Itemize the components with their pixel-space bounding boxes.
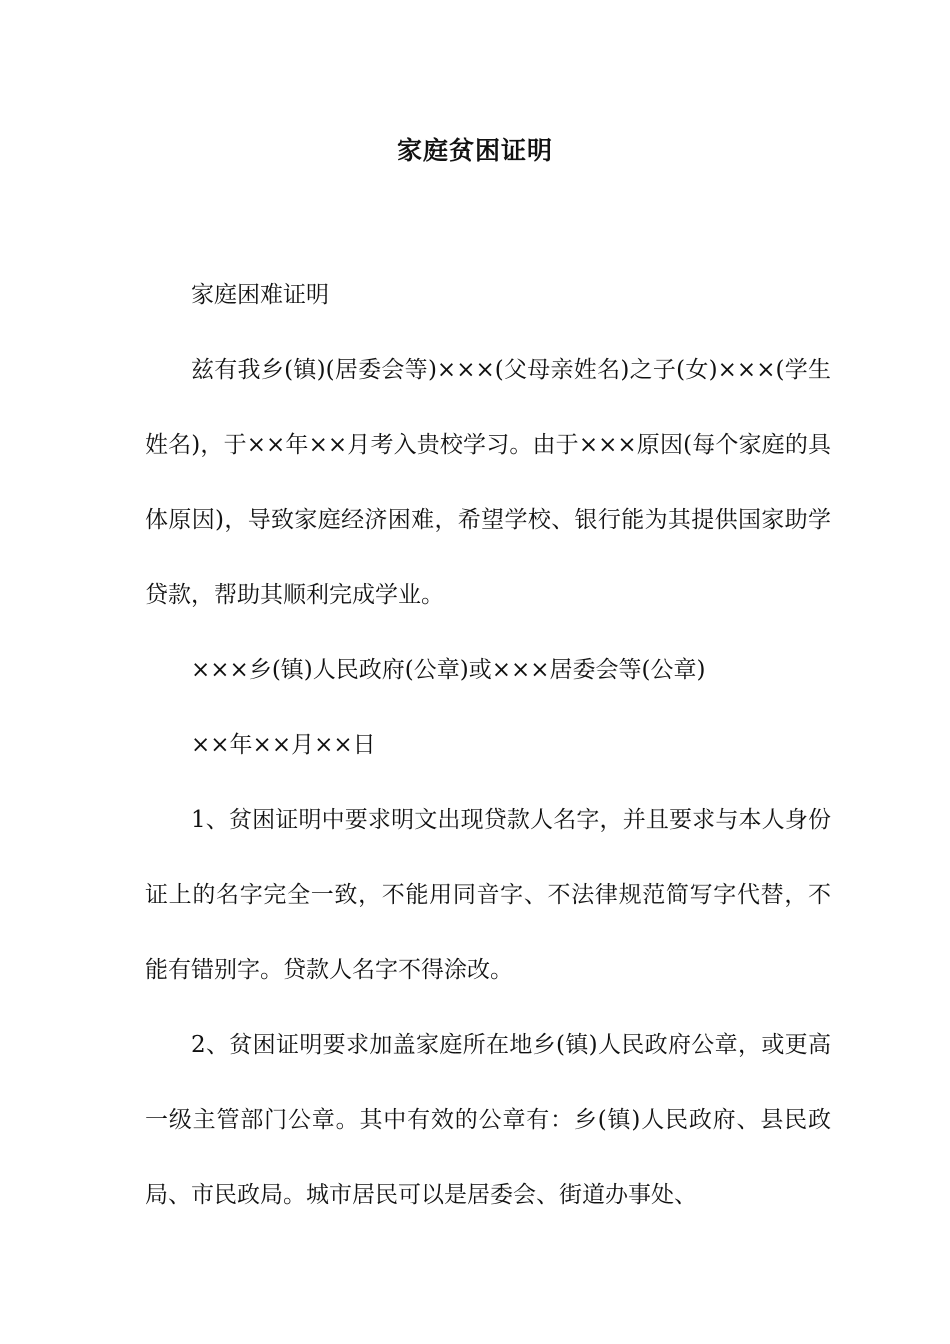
paragraph-seal: ×××乡(镇)人民政府(公章)或×××居委会等(公章)	[191, 657, 706, 683]
paragraph-certification: 兹有我乡(镇)(居委会等)×××(父母亲姓名)之子(女)×××(学生姓名)，于××年××月考入贵校学习。由于×××原因(每个家庭的具体原因)，导致家庭经济困难，希望学校、银行能为其提供国家助学贷款，帮助其顺利完成学业。	[145, 357, 831, 608]
paragraph-date: ××年××月××日	[191, 732, 376, 758]
paragraph-note-1: 1、贫困证明中要求明文出现贷款人名字，并且要求与本人身份证上的名字完全一致，不能用同音字、不法律规范简写字代替，不能有错别字。贷款人名字不得涂改。	[145, 807, 831, 983]
document-body	[145, 258, 831, 1233]
paragraph-note-2: 2、贫困证明要求加盖家庭所在地乡(镇)人民政府公章，或更高一级主管部门公章。其中有效的公章有：乡(镇)人民政府、县民政局、市民政局。城市居民可以是居委会、街道办事处、	[145, 1032, 831, 1208]
paragraph-heading: 家庭困难证明	[191, 282, 329, 308]
document-title: 家庭贫困证明	[396, 136, 553, 165]
